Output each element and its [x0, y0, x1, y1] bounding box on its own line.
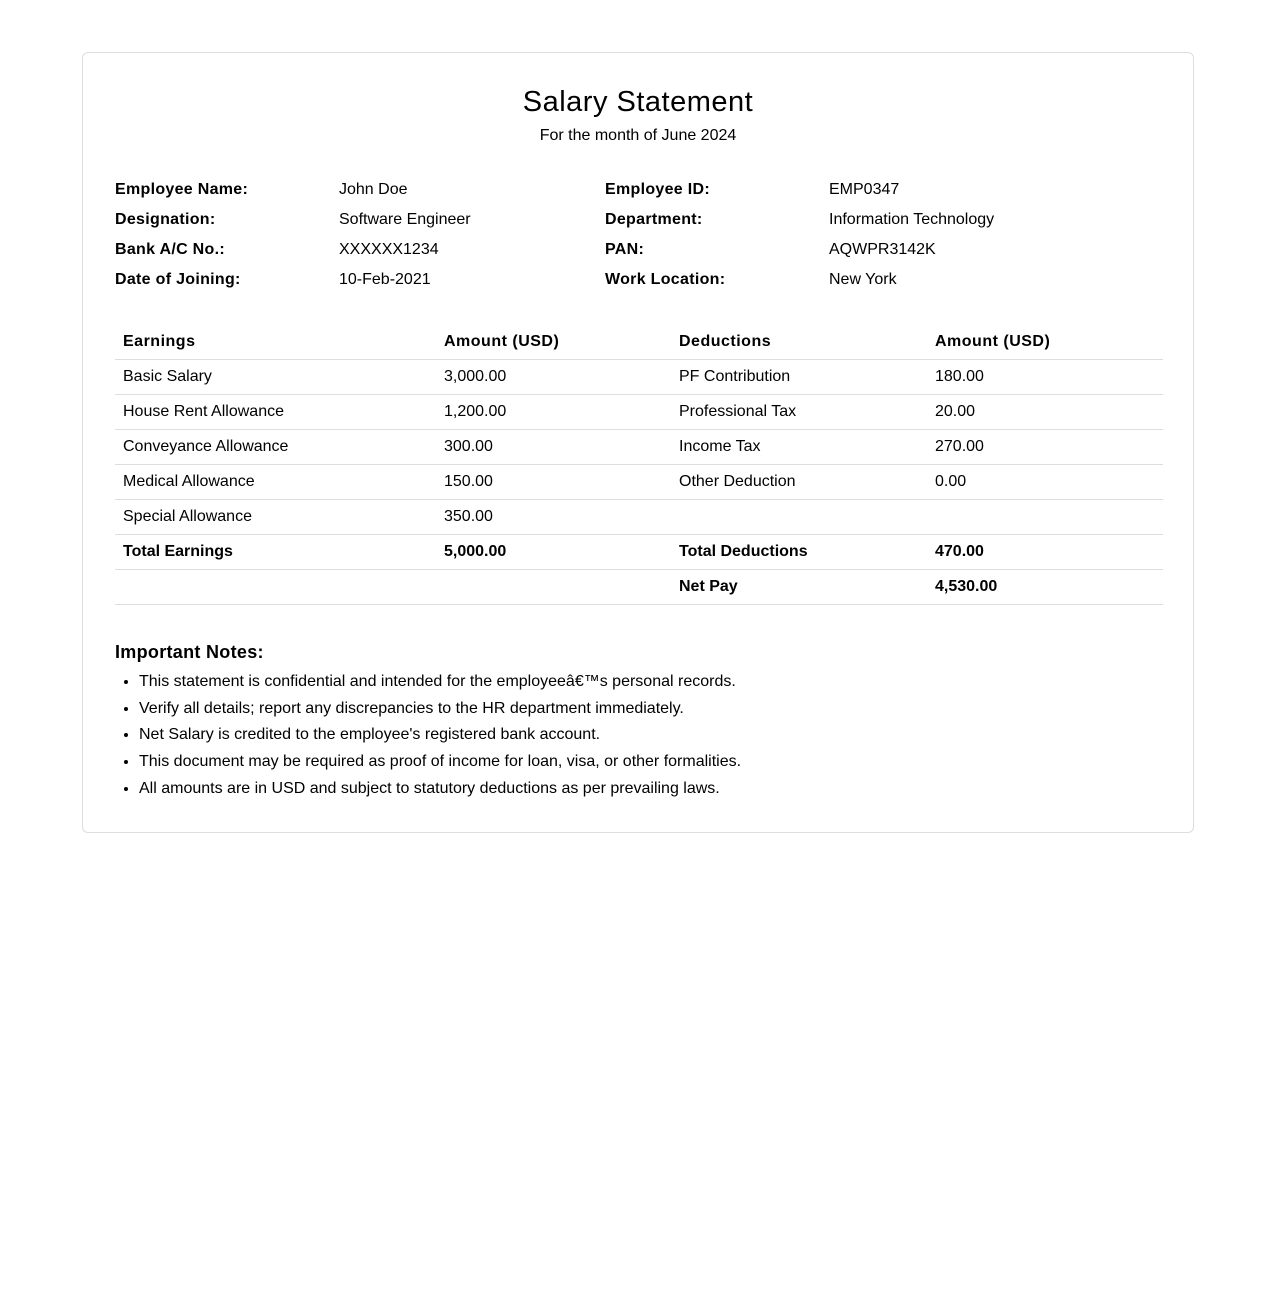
earnings-header: Earnings [115, 325, 436, 360]
earning-item: Medical Allowance [115, 465, 436, 500]
empty-cell [115, 570, 436, 605]
info-row [115, 237, 1163, 267]
deduction-item: Professional Tax [671, 395, 927, 430]
table-row [115, 430, 1163, 465]
joining-date-value: 10-Feb-2021 [339, 271, 431, 288]
employee-id-value: EMP0347 [829, 181, 900, 198]
earning-amount: 150.00 [436, 465, 671, 500]
employee-name-value: John Doe [339, 181, 408, 198]
total-deductions-label: Total Deductions [671, 535, 927, 570]
total-earnings-label: Total Earnings [115, 535, 436, 570]
statement-title: Salary Statement [522, 86, 754, 118]
deduction-amount: 180.00 [927, 360, 1163, 395]
work-location-label: Work Location: [605, 271, 726, 288]
earning-amount: 3,000.00 [436, 360, 671, 395]
table-header-row [115, 325, 1163, 360]
deduction-item: Income Tax [671, 430, 927, 465]
joining-date-label: Date of Joining: [115, 271, 241, 288]
earnings-deductions-table [115, 325, 1163, 605]
total-deductions-value: 470.00 [927, 535, 1163, 570]
deduction-amount [927, 500, 1163, 535]
deduction-amount: 20.00 [927, 395, 1163, 430]
note-item: • Net Salary is credited to the employee's registered bank account. [139, 724, 741, 751]
earning-item: Basic Salary [115, 360, 436, 395]
pan-value: AQWPR3142K [829, 241, 936, 258]
info-row [115, 177, 1163, 207]
deduction-amount: 270.00 [927, 430, 1163, 465]
pan-label: PAN: [605, 241, 645, 258]
salary-statement-card [82, 52, 1194, 833]
earning-amount: 300.00 [436, 430, 671, 465]
earnings-amount-header: Amount (USD) [436, 325, 671, 360]
total-earnings-value: 5,000.00 [436, 535, 671, 570]
deductions-header: Deductions [671, 325, 927, 360]
table-row [115, 465, 1163, 500]
info-row [115, 207, 1163, 237]
earning-item: Conveyance Allowance [115, 430, 436, 465]
work-location-value: New York [829, 271, 897, 288]
designation-value: Software Engineer [339, 211, 471, 228]
earning-amount: 1,200.00 [436, 395, 671, 430]
deduction-item: PF Contribution [671, 360, 927, 395]
earning-amount: 350.00 [436, 500, 671, 535]
employee-id-label: Employee ID: [605, 181, 710, 198]
deduction-amount: 0.00 [927, 465, 1163, 500]
table-row [115, 360, 1163, 395]
table-row [115, 500, 1163, 535]
totals-row [115, 535, 1163, 570]
department-label: Department: [605, 211, 703, 228]
note-item: • This statement is confidential and intended for the employeeâ€™s personal records. [139, 671, 741, 698]
statement-period: For the month of June 2024 [539, 127, 737, 144]
net-pay-label: Net Pay [671, 570, 927, 605]
deductions-amount-header: Amount (USD) [927, 325, 1163, 360]
note-item: • All amounts are in USD and subject to statutory deductions as per prevailing laws. [139, 778, 741, 805]
notes-list [115, 671, 741, 804]
bank-account-label: Bank A/C No.: [115, 241, 225, 258]
net-pay-value: 4,530.00 [927, 570, 1163, 605]
deduction-item: Other Deduction [671, 465, 927, 500]
employee-info [115, 177, 1163, 297]
earning-item: House Rent Allowance [115, 395, 436, 430]
employee-name-label: Employee Name: [115, 181, 249, 198]
deduction-item [671, 500, 927, 535]
earning-item: Special Allowance [115, 500, 436, 535]
note-item: • This document may be required as proof of income for loan, visa, or other formalities. [139, 751, 741, 778]
designation-label: Designation: [115, 211, 216, 228]
note-item: • Verify all details; report any discrepancies to the HR department immediately. [139, 698, 741, 725]
notes-title: Important Notes: [115, 642, 264, 662]
department-value: Information Technology [829, 211, 995, 228]
net-pay-row [115, 570, 1163, 605]
bank-account-value: XXXXXX1234 [339, 241, 439, 258]
empty-cell [436, 570, 671, 605]
table-row [115, 395, 1163, 430]
info-row [115, 267, 1163, 297]
